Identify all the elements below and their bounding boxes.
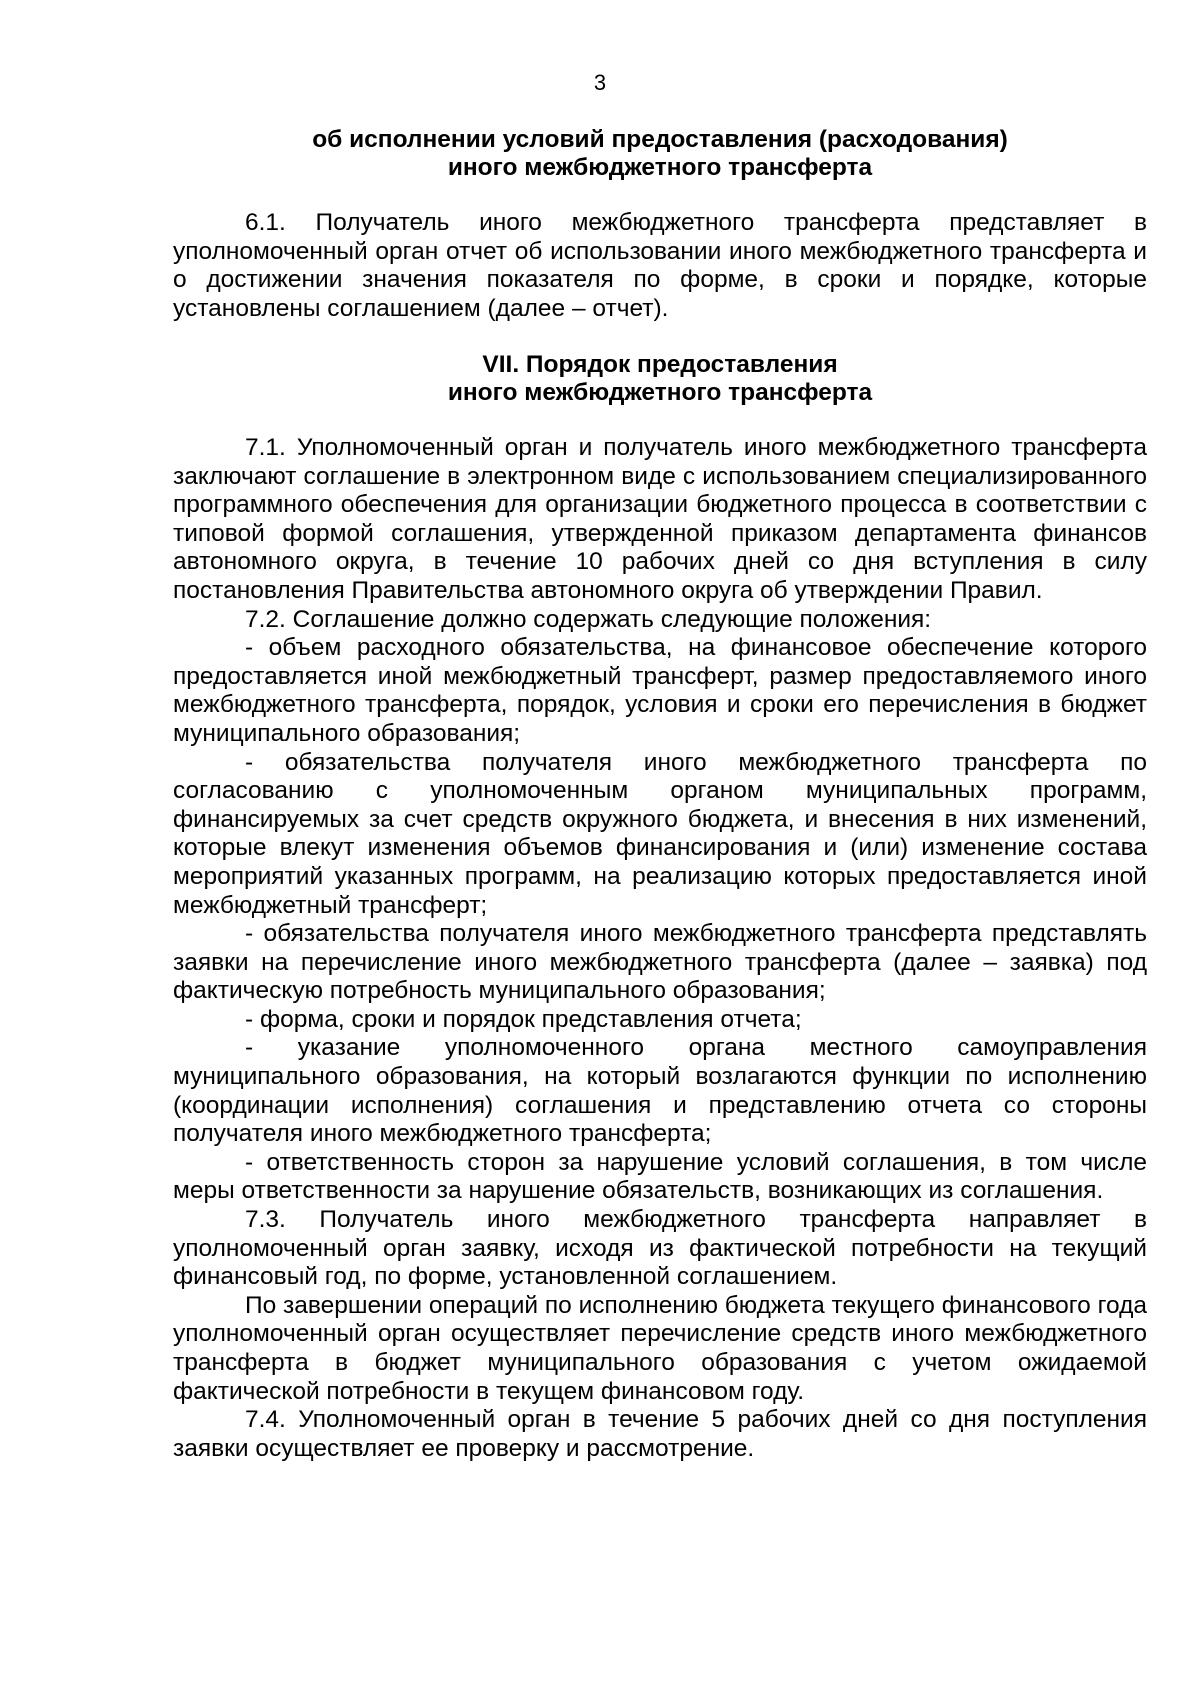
paragraph-7-1: 7.1. Уполномоченный орган и получатель иного межбюджетного трансферта заключают соглашение в электронном виде с использованием специализированного программного обеспечения для организации бюджетного процесса в соответствии с типовой формой соглашения, утвержденной приказом департамента финансов автономного округа, в течение 10 рабочих дней со дня вступления в силу постановления Правительства автономного округа об утверждении Правил. xyxy=(173,434,1147,604)
list-item: - обязательства получателя иного межбюджетного трансферта по согласованию с уполномоченным органом муниципальных программ, финансируемых за счет средств окружного бюджета, и внесения в них изменений, которые влекут изменения объемов финансирования и (или) изменение состава мероприятий указанных программ, на реализацию которых предоставляется иной межбюджетный трансферт; xyxy=(173,748,1147,919)
paragraph-7-4: 7.4. Уполномоченный орган в течение 5 рабочих дней со дня поступления заявки осуществляет ее проверку и рассмотрение. xyxy=(173,1406,1147,1462)
section-7-heading xyxy=(173,351,1147,407)
paragraph-7-3: 7.3. Получатель иного межбюджетного трансферта направляет в уполномоченный орган заявку, исходя из фактической потребности на текущий финансовый год, по форме, установленной соглашением. xyxy=(173,1206,1147,1291)
list-item: - указание уполномоченного органа местного самоуправления муниципального образования, на который возлагаются функции по исполнению (координации исполнения) соглашения и представлению отчета со стороны получателя иного межбюджетного трансферта; xyxy=(173,1034,1147,1148)
paragraph-7-3-continued: По завершении операций по исполнению бюджета текущего финансового года уполномоченный орган осуществляет перечисление средств иного межбюджетного трансферта в бюджет муниципального образования с учетом ожидаемой фактической потребности в текущем финансовом году. xyxy=(173,1291,1147,1405)
section-6-body xyxy=(173,209,1147,323)
list-item: - объем расходного обязательства, на финансовое обеспечение которого предоставляется иной межбюджетный трансферт, размер предоставляемого иного межбюджетного трансферта, порядок, условия и сроки его перечисления в бюджет муниципального образования; xyxy=(173,634,1147,747)
list-item: - форма, сроки и порядок представления отчета; xyxy=(245,1005,802,1033)
section-7-body xyxy=(173,434,1147,1463)
list-item: - обязательства получателя иного межбюджетного трансферта представлять заявки на перечисление иного межбюджетного трансферта (далее – заявка) под фактическую потребность муниципального образования; xyxy=(173,920,1147,1005)
list-item: - ответственность сторон за нарушение условий соглашения, в том числе меры ответственности за нарушение обязательств, возникающих из соглашения. xyxy=(173,1148,1147,1205)
section-6-heading xyxy=(173,126,1147,182)
page-number: 3 xyxy=(593,70,607,95)
section-7-heading-line2: иного межбюджетного трансферта xyxy=(447,379,873,406)
section-7-heading-line1: VII. Порядок предоставления xyxy=(482,351,838,378)
paragraph-7-2: 7.2. Соглашение должно содержать следующие положения: xyxy=(245,605,932,633)
section-6-heading-line1: об исполнении условий предоставления (расходования) xyxy=(312,126,1008,153)
section-6-heading-line2: иного межбюджетного трансферта xyxy=(447,154,873,181)
paragraph-6-1: 6.1. Получатель иного межбюджетного трансферта представляет в уполномоченный орган отчет об использовании иного межбюджетного трансферта и о достижении значения показателя по форме, в сроки и порядке, которые установлены соглашением (далее – отчет). xyxy=(173,209,1147,322)
